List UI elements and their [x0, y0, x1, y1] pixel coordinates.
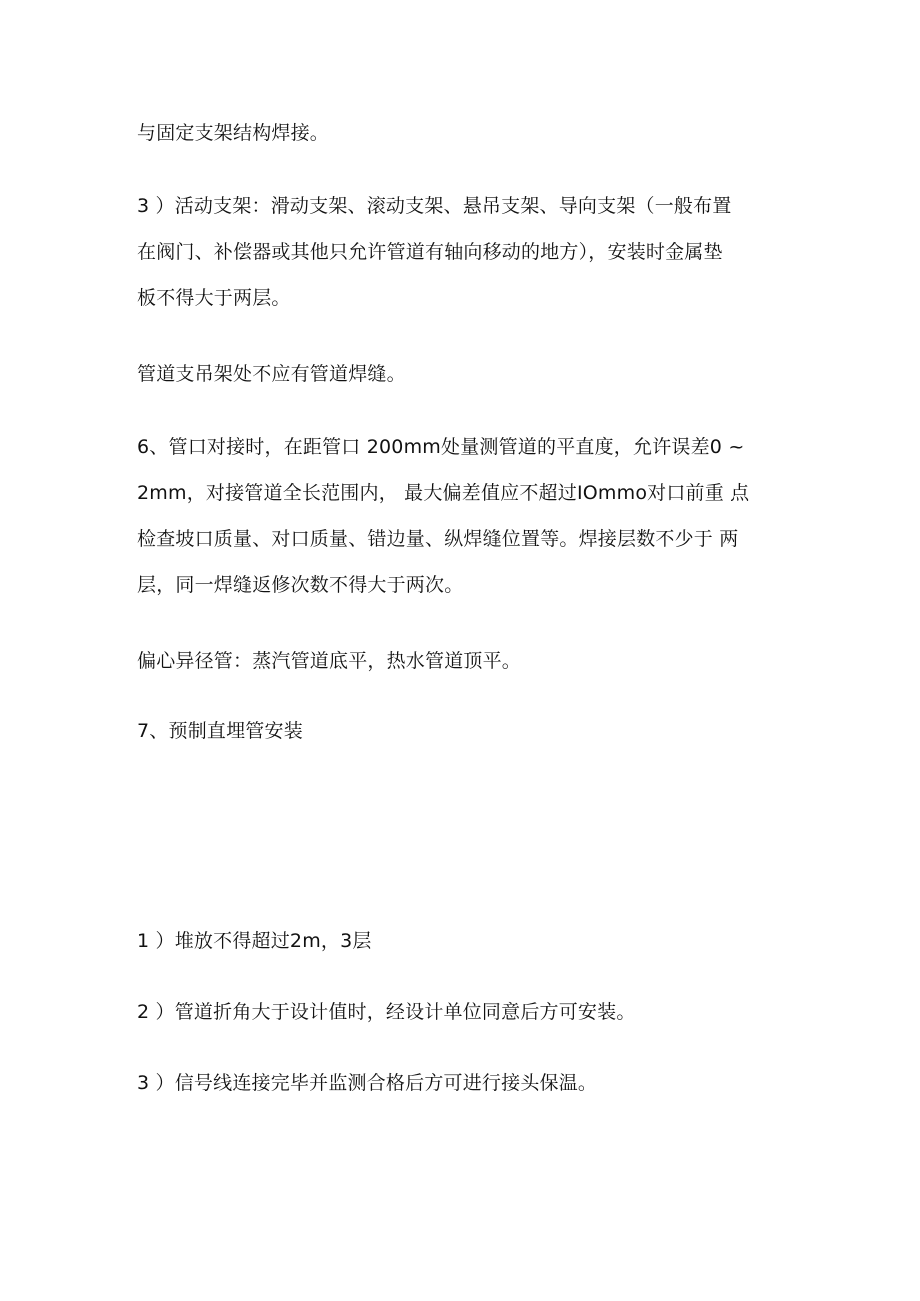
paragraph-fixed-support-welding	[137, 110, 787, 156]
text-line: 在阀门、补偿器或其他只允许管道有轴向移动的地方），安装时金属垫	[137, 241, 723, 263]
list-item-stacking	[137, 918, 787, 964]
list-item-bend-angle	[137, 989, 787, 1035]
text-line: 7、预制直埋管安装	[137, 720, 303, 742]
text-line: 偏心异径管：蒸汽管道底平，热水管道顶平。	[137, 650, 522, 672]
list-item-signal-wire	[137, 1060, 787, 1106]
text-line: 检查坡口质量、对口质量、错边量、纵焊缝位置等。焊接层数不少于 两	[137, 528, 739, 550]
paragraph-eccentric-reducer	[137, 638, 787, 684]
text-line: 2mm，对接管道全长范围内， 最大偏差值应不超过IOmmo对口前重 点	[137, 482, 750, 504]
text-line: 2 ）管道折角大于设计值时，经设计单位同意后方可安装。	[137, 1001, 636, 1023]
text-line: 管道支吊架处不应有管道焊缝。	[137, 363, 406, 385]
section-heading-prefabricated-pipe	[137, 708, 787, 754]
text-line: 3 ）信号线连接完毕并监测合格后方可进行接头保温。	[137, 1072, 598, 1094]
paragraph-no-welds-at-hangers	[137, 351, 787, 397]
text-line: 板不得大于两层。	[137, 287, 291, 309]
text-line: 与固定支架结构焊接。	[137, 122, 330, 144]
paragraph-pipe-butt-joint	[137, 424, 787, 608]
text-line: 6、管口对接时，在距管口 200mm处量测管道的平直度，允许误差0 ~	[137, 436, 745, 458]
text-line: 层，同一焊缝返修次数不得大于两次。	[137, 574, 464, 596]
paragraph-movable-supports	[137, 183, 787, 321]
text-line: 3 ）活动支架：滑动支架、滚动支架、悬吊支架、导向支架（一般布置	[137, 195, 732, 217]
text-line: 1 ）堆放不得超过2m，3层	[137, 930, 372, 952]
